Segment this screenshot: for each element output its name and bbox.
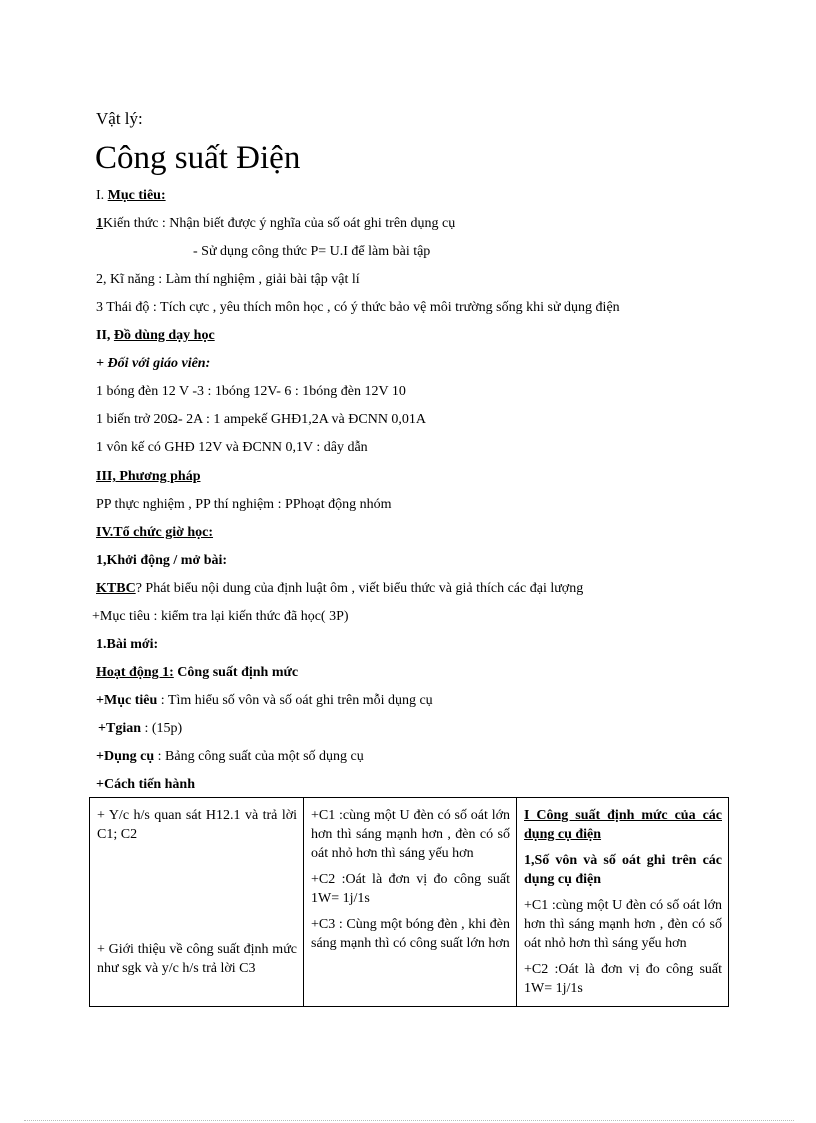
student-activity-cell	[304, 798, 517, 1007]
hd1-tgian-label: +Tgian	[98, 721, 141, 736]
gv-equipment-line-2: 1 biến trở 20Ω- 2A : 1 ampekế GHĐ1,2A và ĐCNN 0,01A	[96, 412, 427, 427]
hd1-muc-tieu-label: +Mục tiêu	[96, 693, 158, 708]
heading-muc-tieu	[96, 187, 166, 205]
hd1-tgian-text: : (15p)	[141, 721, 183, 736]
thai-do-line: 3 Thái độ : Tích cực , yêu thích môn học , có ý thức bảo vệ môi trường sống khi sử dụng điện	[96, 300, 620, 315]
student-activity-2: +C2 :Oát là đơn vị đo công suất 1W= 1j/1s	[311, 872, 510, 906]
heading-muc-tieu-prefix: I.	[96, 188, 105, 203]
ktbc-text: ? Phát biểu nội dung của định luật ôm , viết biểu thức và giả thích các đại lượng	[135, 581, 584, 596]
hoat-dong-1-heading	[96, 664, 298, 682]
heading-do-dung-prefix: II,	[96, 328, 111, 343]
hd1-muc-tieu-text: : Tìm hiểu số vôn và số oát ghi trên mỗi dụng cụ	[157, 693, 433, 708]
ktbc-label: KTBC	[96, 581, 136, 596]
kien-thuc-line	[96, 215, 455, 233]
student-activity-3: +C3 : Cùng một bóng đèn , khi đèn sáng mạnh thì có công suất lớn hơn	[311, 917, 510, 951]
heading-to-chuc: IV.Tổ chức giờ học:	[96, 525, 214, 540]
teacher-activity-1: + Y/c h/s quan sát H12.1 và trả lời C1; C2	[97, 808, 297, 842]
hoat-dong-1-label: Hoạt động 1:	[96, 665, 174, 680]
heading-do-dung-text: Đồ dùng dạy học	[113, 328, 215, 343]
page-title: Công suất Điện	[95, 140, 301, 176]
phuong-phap-line: PP thực nghiệm , PP thí nghiệm : PPhoạt động nhóm	[96, 497, 392, 512]
gv-equipment-line-1: 1 bóng đèn 12 V -3 : 1bóng 12V- 6 : 1bóng đèn 12V 10	[96, 384, 406, 399]
muc-tieu-kt-line: +Mục tiêu : kiểm tra lại kiến thức đã học( 3P)	[92, 609, 349, 624]
hd1-dung-cu-label: +Dụng cụ	[96, 749, 155, 764]
kien-thuc-line-2: - Sử dụng công thức P= U.I để làm bài tập	[193, 244, 431, 259]
khoi-dong-heading: 1,Khởi động / mở bài:	[96, 553, 228, 568]
hd1-cach-tien-hanh: +Cách tiến hành	[96, 777, 195, 792]
activity-table	[89, 797, 729, 1007]
hd1-muc-tieu-line	[96, 692, 433, 710]
page-bottom-border	[24, 1120, 794, 1121]
kien-thuc-number: 1	[96, 216, 103, 231]
hd1-dung-cu-text: : Bảng công suất của một số dụng cụ	[154, 749, 364, 764]
table-row	[90, 798, 729, 1007]
hoat-dong-1-title: Công suất định mức	[173, 665, 299, 680]
content-para-2: +C2 :Oát là đơn vị đo công suất 1W= 1j/1s	[524, 962, 722, 996]
kien-thuc-text: Kiến thức : Nhận biết được ý nghĩa của số oát ghi trên dụng cụ	[103, 216, 456, 231]
heading-muc-tieu-text: Mục tiêu:	[107, 188, 166, 203]
teacher-activity-cell	[90, 798, 304, 1007]
content-heading-2: 1,Số vôn và số oát ghi trên các dụng cụ điện	[524, 853, 722, 887]
content-heading-1: I Công suất định mức của các dụng cụ điện	[524, 808, 722, 842]
ki-nang-line: 2, Kĩ năng : Làm thí nghiệm , giải bài tập vật lí	[96, 272, 360, 287]
hd1-tgian-line	[98, 720, 182, 738]
bai-moi-heading: 1.Bài mới:	[96, 637, 159, 652]
hd1-dung-cu-line	[96, 748, 364, 766]
subject-label: Vật lý:	[96, 109, 143, 128]
content-cell	[517, 798, 729, 1007]
content-para-1: +C1 :cùng một U đèn có số oát lớn hơn thì sáng mạnh hơn , đèn có số oát nhỏ hơn thì sáng yếu hơn	[524, 898, 722, 951]
giao-vien-heading: + Đối với giáo viên:	[96, 356, 211, 371]
gv-equipment-line-3: 1 vôn kế có GHĐ 12V và ĐCNN 0,1V : dây dẫn	[96, 440, 368, 455]
heading-phuong-phap: III, Phương pháp	[96, 469, 201, 484]
ktbc-line	[96, 580, 583, 598]
heading-do-dung	[96, 327, 215, 345]
student-activity-1: +C1 :cùng một U đèn có số oát lớn hơn thì sáng mạnh hơn , đèn có số oát nhỏ hơn thì sáng yếu hơn	[311, 808, 510, 861]
teacher-activity-2: + Giới thiệu về công suất định mức như sgk và y/c h/s trả lời C3	[97, 942, 297, 976]
